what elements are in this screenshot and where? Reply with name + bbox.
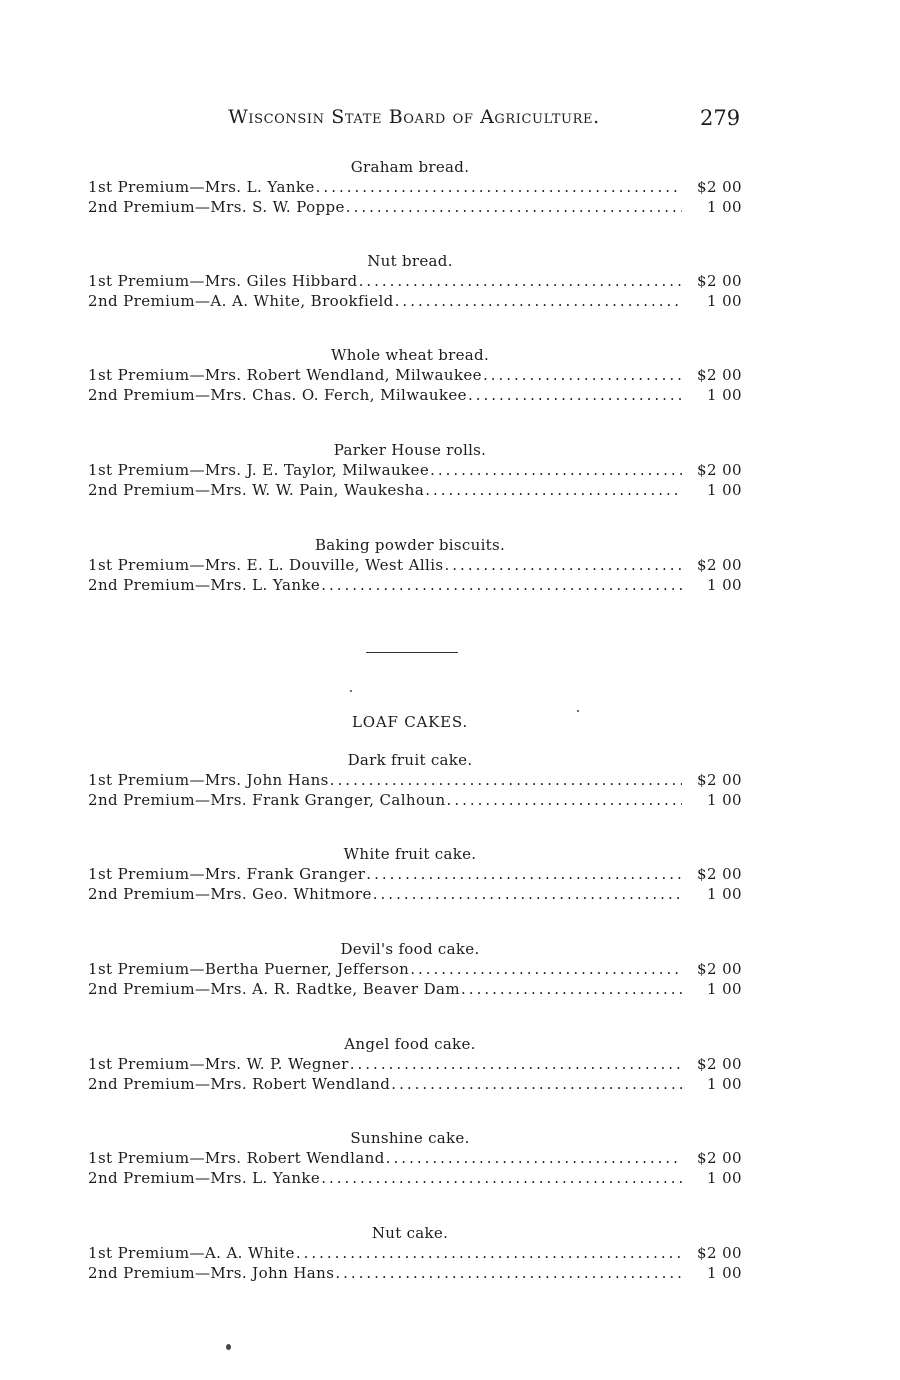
section-heading-white-fruit-cake: White fruit cake. [343,845,477,863]
dot-leader [410,960,682,979]
dot-leader [386,1149,682,1168]
premium-row [88,1149,742,1168]
dot-leader [391,1075,682,1094]
section-heading-graham-bread: Graham bread. [350,158,470,176]
premium-amount: $2 00 [697,960,742,978]
premium-amount: 1 00 [707,386,742,404]
premium-winner: 2nd Premium—Mrs. W. W. Pain, Waukesha [88,481,425,499]
premium-row [88,178,742,197]
premium-row [88,1264,742,1283]
ink-speck [226,1344,231,1350]
section-heading-devils-food-cake: Devil's food cake. [340,940,480,958]
premium-row [88,885,742,904]
premium-winner: 2nd Premium—Mrs. Geo. Whitmore [88,885,372,903]
premium-amount: 1 00 [707,791,742,809]
premium-amount: $2 00 [697,461,742,479]
premium-winner: 1st Premium—Mrs. Frank Granger [88,865,366,883]
dot-leader [447,791,682,810]
dot-leader [366,865,682,884]
dot-leader [483,366,682,385]
premium-winner: 1st Premium—Mrs. Robert Wendland, Milwaukee [88,366,482,384]
dot-leader [321,576,682,595]
premium-winner: 1st Premium—Mrs. John Hans [88,771,329,789]
dot-leader [461,980,682,999]
premium-amount: 1 00 [707,1075,742,1093]
dot-leader [350,1055,682,1074]
premium-winner: 1st Premium—Bertha Puerner, Jefferson [88,960,410,978]
section-heading-parker-house-rolls: Parker House rolls. [333,441,487,459]
section-divider-rule [366,652,458,653]
premium-row [88,292,742,311]
premium-row [88,576,742,595]
dot-leader [296,1244,682,1263]
premium-amount: $2 00 [697,1244,742,1262]
premium-winner: 1st Premium—Mrs. Robert Wendland [88,1149,385,1167]
premium-amount: 1 00 [707,576,742,594]
premium-row [88,556,742,575]
premium-winner: 2nd Premium—Mrs. John Hans [88,1264,335,1282]
premium-winner: 2nd Premium—Mrs. L. Yanke [88,576,321,594]
premium-amount: 1 00 [707,1264,742,1282]
premium-row [88,1055,742,1074]
premium-amount: $2 00 [697,865,742,883]
ink-speck [350,690,352,692]
premium-winner: 2nd Premium—Mrs. Robert Wendland [88,1075,391,1093]
premium-row [88,791,742,810]
premium-amount: 1 00 [707,481,742,499]
dot-leader [321,1169,682,1188]
page-number: 279 [700,106,741,130]
section-heading-nut-cake: Nut cake. [371,1224,449,1242]
premium-winner: 1st Premium—Mrs. J. E. Taylor, Milwaukee [88,461,430,479]
premium-amount: 1 00 [707,292,742,310]
premium-row [88,386,742,405]
premium-row [88,865,742,884]
section-heading-dark-fruit-cake: Dark fruit cake. [347,751,473,769]
premium-amount: $2 00 [697,1055,742,1073]
premium-row [88,366,742,385]
premium-winner: 1st Premium—A. A. White [88,1244,295,1262]
premium-amount: $2 00 [697,556,742,574]
premium-row [88,771,742,790]
premium-row [88,1169,742,1188]
premium-row [88,1075,742,1094]
dot-leader [445,556,682,575]
premium-row [88,980,742,999]
dot-leader [335,1264,682,1283]
section-heading-baking-powder-biscuits: Baking powder biscuits. [314,536,506,554]
premium-row [88,960,742,979]
section-heading-nut-bread: Nut bread. [367,252,453,270]
premium-amount: 1 00 [707,980,742,998]
premium-amount: $2 00 [697,272,742,290]
premium-amount: $2 00 [697,366,742,384]
premium-winner: 1st Premium—Mrs. E. L. Douville, West Allis [88,556,444,574]
dot-leader [316,178,682,197]
section-heading-angel-food-cake: Angel food cake. [344,1035,476,1053]
premium-amount: $2 00 [697,1149,742,1167]
premium-winner: 2nd Premium—Mrs. A. R. Radtke, Beaver Dam [88,980,461,998]
ink-speck [577,710,579,712]
dot-leader [395,292,682,311]
premium-amount: $2 00 [697,178,742,196]
premium-winner: 2nd Premium—Mrs. Chas. O. Ferch, Milwaukee [88,386,467,404]
section-heading-sunshine-cake: Sunshine cake. [350,1129,470,1147]
section-title-loaf-cakes: LOAF CAKES. [351,713,469,731]
premium-winner: 1st Premium—Mrs. L. Yanke [88,178,315,196]
premium-winner: 2nd Premium—Mrs. L. Yanke [88,1169,321,1187]
dot-leader [425,481,682,500]
dot-leader [430,461,682,480]
premium-winner: 2nd Premium—Mrs. Frank Granger, Calhoun [88,791,446,809]
premium-amount: 1 00 [707,1169,742,1187]
dot-leader [346,198,682,217]
dot-leader [468,386,682,405]
dot-leader [330,771,682,790]
premium-row [88,198,742,217]
premium-row [88,461,742,480]
premium-winner: 2nd Premium—Mrs. S. W. Poppe [88,198,345,216]
premium-winner: 1st Premium—Mrs. W. P. Wegner [88,1055,349,1073]
premium-amount: 1 00 [707,198,742,216]
dot-leader [373,885,682,904]
running-header-title: Wisconsin State Board of Agriculture. [228,106,600,128]
dot-leader [359,272,682,291]
premium-amount: 1 00 [707,885,742,903]
premium-row [88,1244,742,1263]
premium-amount: $2 00 [697,771,742,789]
premium-winner: 1st Premium—Mrs. Giles Hibbard [88,272,358,290]
premium-row [88,481,742,500]
premium-winner: 2nd Premium—A. A. White, Brookfield [88,292,394,310]
section-heading-whole-wheat-bread: Whole wheat bread. [330,346,490,364]
premium-row [88,272,742,291]
